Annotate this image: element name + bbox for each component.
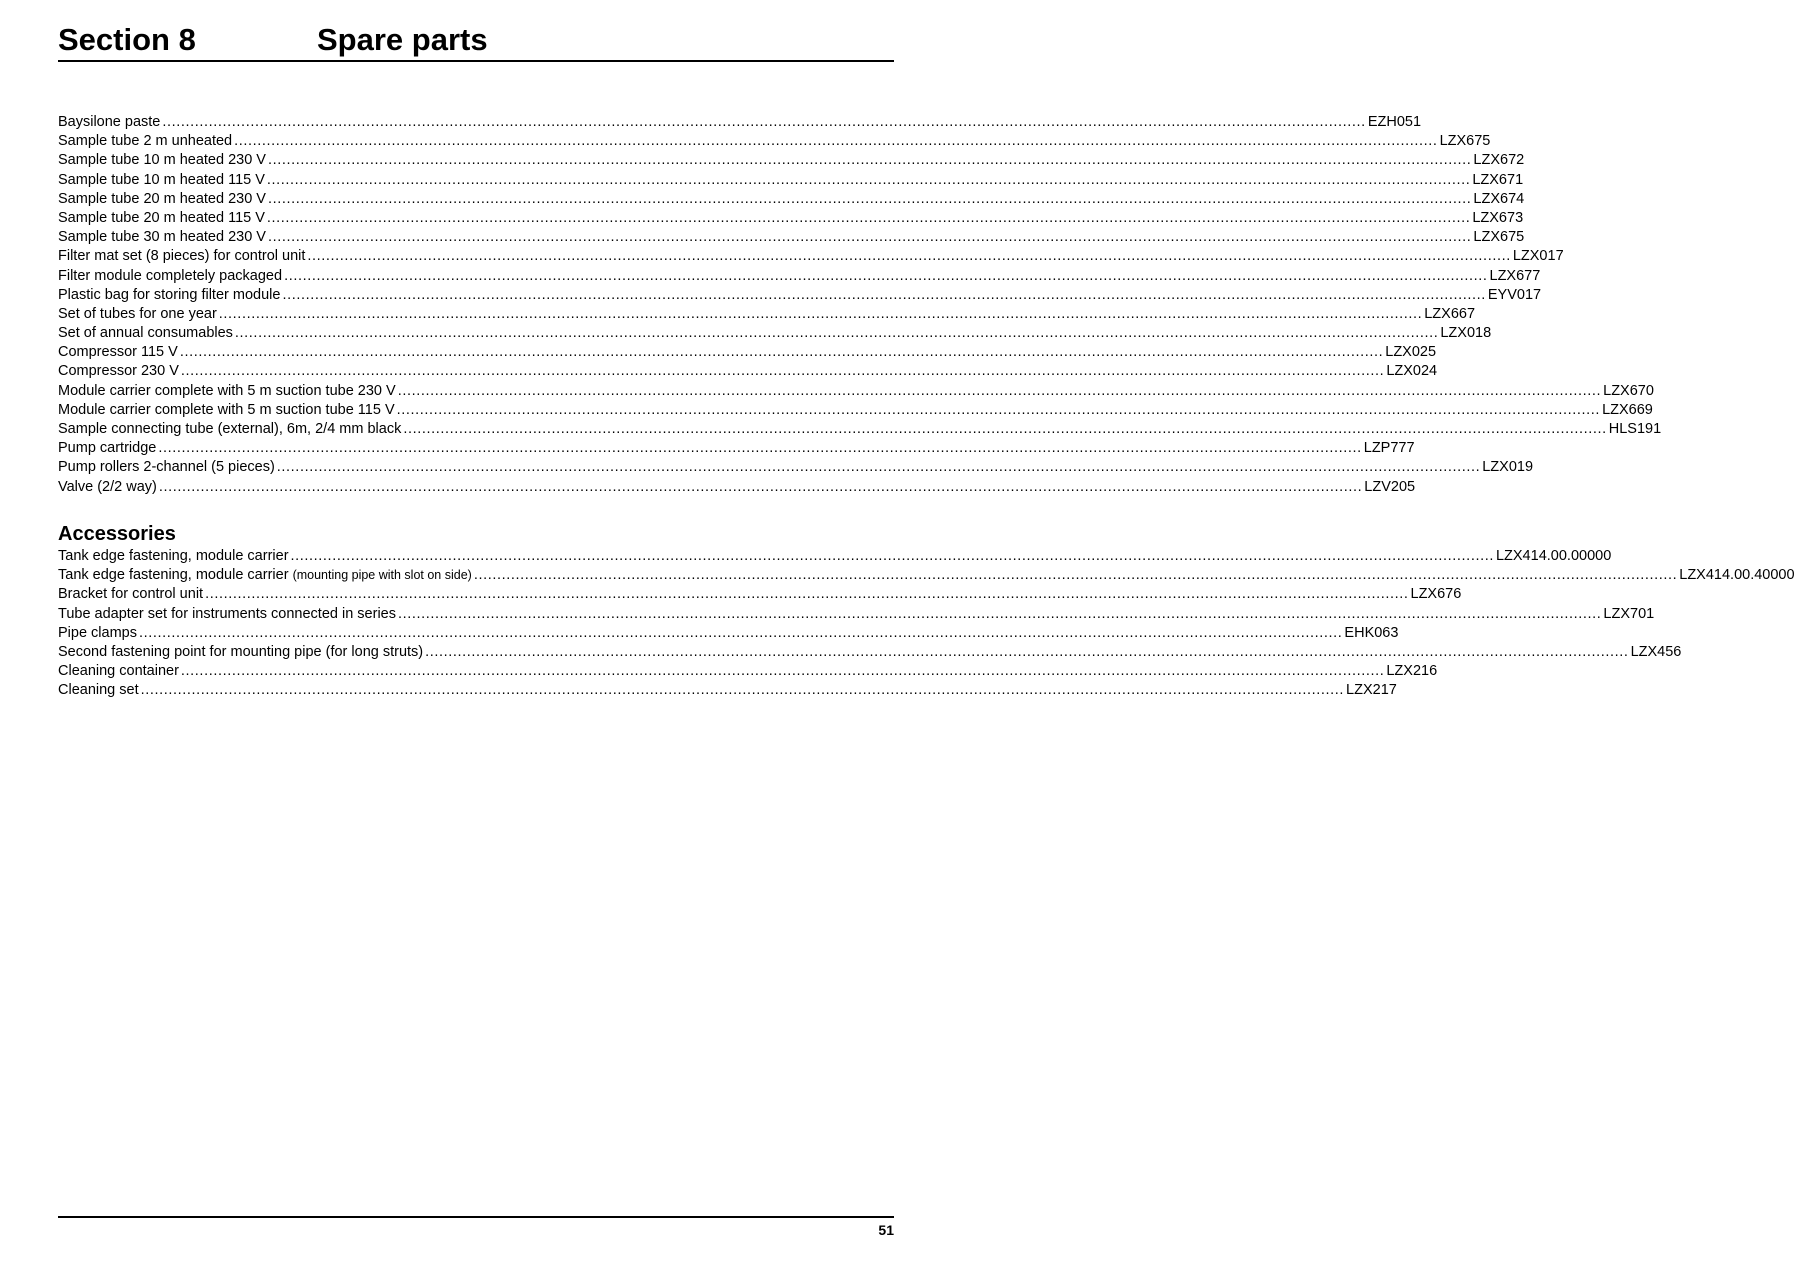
part-name: Sample tube 10 m heated 230 V: [58, 152, 266, 169]
accessory-code: LZX414.00.00000: [1495, 548, 1612, 564]
dot-leader: ....................................................................................................................................................................................................................................................................: [403, 421, 1607, 437]
list-item: [58, 247, 1564, 266]
part-name: Sample tube 30 m heated 230 V: [58, 229, 266, 246]
list-item: [58, 305, 1476, 324]
part-name: Sample tube 10 m heated 115 V: [58, 171, 265, 188]
part-name: Compressor 115 V: [58, 344, 178, 361]
list-item: [58, 228, 1525, 247]
accessory-code: LZX456: [1630, 643, 1682, 660]
dot-leader: ....................................................................................................................................................................................................................................................................: [397, 605, 1602, 622]
part-name: Pump rollers 2-channel (5 pieces): [58, 459, 275, 476]
part-code: LZX674: [1473, 190, 1525, 207]
accessories-heading: Accessories: [58, 523, 176, 545]
accessory-code: LZX676: [1410, 586, 1462, 603]
part-name: Filter module completely packaged: [58, 267, 283, 284]
dot-leader: ....................................................................................................................................................................................................................................................................: [284, 267, 1488, 284]
section-number: Section 8: [58, 22, 196, 57]
accessory-name: Tank edge fastening, module carrier: [58, 548, 289, 564]
dot-leader: ....................................................................................................................................................................................................................................................................: [282, 286, 1486, 303]
list-item: [58, 458, 1534, 477]
part-code: LZX670: [1603, 382, 1654, 399]
list-item: [58, 624, 1399, 643]
footer-divider: [58, 1216, 894, 1218]
part-name: Compressor 230 V: [58, 363, 179, 380]
dot-leader: ....................................................................................................................................................................................................................................................................: [266, 209, 1471, 226]
part-name: Module carrier complete with 5 m suction tube 115 V: [58, 401, 395, 418]
accessory-name: Bracket for control unit: [58, 586, 204, 603]
dot-leader: ....................................................................................................................................................................................................................................................................: [234, 325, 1439, 342]
part-code: LZX669: [1602, 401, 1653, 418]
list-item: [58, 362, 1438, 381]
list-item: [58, 643, 1682, 662]
part-name: Sample connecting tube (external), 6m, 2/4 mm black: [58, 421, 402, 437]
dot-leader: ....................................................................................................................................................................................................................................................................: [307, 248, 1511, 265]
part-name: Sample tube 20 m heated 230 V: [58, 190, 266, 207]
accessories-list: [58, 547, 1795, 701]
list-item: [58, 478, 1416, 497]
accessory-name: Tube adapter set for instruments connected in series: [58, 605, 396, 622]
dot-leader: ....................................................................................................................................................................................................................................................................: [158, 440, 1362, 457]
accessory-code: LZX414.00.40000: [1679, 567, 1795, 584]
part-name: Sample tube 2 m unheated: [58, 133, 233, 150]
part-code: LZX673: [1472, 209, 1524, 226]
part-name: Baysilone paste: [58, 114, 161, 130]
part-name: Valve (2/2 way): [58, 478, 157, 495]
dot-leader: ....................................................................................................................................................................................................................................................................: [267, 190, 1472, 207]
part-code: EZH051: [1367, 114, 1422, 130]
part-code: LZX675: [1439, 133, 1491, 150]
part-code: LZX672: [1473, 152, 1525, 169]
part-code: LZX675: [1473, 229, 1525, 246]
list-item: [58, 267, 1541, 286]
list-item: [58, 681, 1397, 700]
spare-parts-list: [58, 113, 1662, 497]
dot-leader: ....................................................................................................................................................................................................................................................................: [180, 363, 1385, 380]
dot-leader: ....................................................................................................................................................................................................................................................................: [179, 344, 1384, 361]
list-item: [58, 190, 1525, 209]
list-item: [58, 113, 1422, 132]
part-code: LZX667: [1424, 305, 1476, 322]
part-code: HLS191: [1608, 421, 1662, 437]
page-header: [58, 20, 894, 62]
dot-leader: ....................................................................................................................................................................................................................................................................: [397, 382, 1602, 399]
list-item: [58, 286, 1542, 305]
dot-leader: ....................................................................................................................................................................................................................................................................: [138, 624, 1343, 641]
part-name: Sample tube 20 m heated 115 V: [58, 209, 265, 226]
section-title: Spare parts: [317, 22, 488, 57]
part-code: EYV017: [1487, 286, 1542, 303]
list-item: [58, 605, 1655, 624]
part-code: LZX018: [1440, 325, 1492, 342]
part-name: Set of annual consumables: [58, 325, 233, 342]
list-item: [58, 420, 1662, 439]
part-code: LZX024: [1386, 363, 1438, 380]
part-code: LZV205: [1364, 478, 1416, 495]
dot-leader: ....................................................................................................................................................................................................................................................................: [290, 548, 1494, 564]
part-name: Pump cartridge: [58, 440, 157, 457]
accessory-name: Cleaning set: [58, 682, 139, 699]
list-item: [58, 209, 1524, 228]
list-item: [58, 382, 1654, 401]
part-code: LZX671: [1472, 171, 1524, 188]
part-name: Set of tubes for one year: [58, 305, 217, 322]
accessory-code: LZX217: [1346, 682, 1397, 699]
accessory-code: LZX701: [1603, 605, 1655, 622]
part-code: LZP777: [1363, 440, 1415, 457]
list-item: [58, 662, 1438, 681]
dot-leader: ....................................................................................................................................................................................................................................................................: [140, 682, 1345, 699]
accessory-code: LZX216: [1386, 663, 1438, 680]
dot-leader: ....................................................................................................................................................................................................................................................................: [158, 478, 1363, 495]
accessory-note: (mounting pipe with slot on side): [292, 568, 472, 583]
part-code: LZX025: [1385, 344, 1437, 361]
part-name: Filter mat set (8 pieces) for control unit: [58, 248, 306, 265]
part-name: Module carrier complete with 5 m suction tube 230 V: [58, 382, 396, 399]
dot-leader: ....................................................................................................................................................................................................................................................................: [180, 663, 1385, 680]
dot-leader: ....................................................................................................................................................................................................................................................................: [267, 152, 1472, 169]
dot-leader: ....................................................................................................................................................................................................................................................................: [266, 171, 1471, 188]
page-number: 51: [878, 1222, 894, 1238]
dot-leader: ....................................................................................................................................................................................................................................................................: [267, 229, 1472, 246]
list-item: [58, 324, 1492, 343]
accessory-name: Cleaning container: [58, 663, 179, 680]
list-item: [58, 585, 1462, 604]
accessory-name: Second fastening point for mounting pipe (for long struts): [58, 643, 424, 660]
part-code: LZX017: [1512, 248, 1564, 265]
dot-leader: ....................................................................................................................................................................................................................................................................: [234, 133, 1438, 150]
list-item: [58, 343, 1437, 362]
list-item: [58, 566, 1795, 585]
dot-leader: ....................................................................................................................................................................................................................................................................: [396, 401, 1601, 418]
list-item: [58, 547, 1612, 566]
list-item: [58, 439, 1415, 458]
list-item: [58, 401, 1653, 420]
list-item: [58, 171, 1524, 190]
accessory-name: Tank edge fastening, module carrier: [58, 567, 289, 584]
list-item: [58, 151, 1525, 170]
dot-leader: ....................................................................................................................................................................................................................................................................: [218, 305, 1423, 322]
part-code: LZX019: [1482, 459, 1534, 476]
dot-leader: ....................................................................................................................................................................................................................................................................: [205, 586, 1409, 603]
dot-leader: ....................................................................................................................................................................................................................................................................: [473, 567, 1678, 584]
accessory-code: EHK063: [1344, 624, 1399, 641]
dot-leader: ....................................................................................................................................................................................................................................................................: [162, 114, 1366, 130]
part-code: LZX677: [1489, 267, 1541, 284]
accessory-name: Pipe clamps: [58, 624, 137, 641]
list-item: [58, 132, 1491, 151]
part-name: Plastic bag for storing filter module: [58, 286, 281, 303]
dot-leader: ....................................................................................................................................................................................................................................................................: [276, 459, 1481, 476]
dot-leader: ....................................................................................................................................................................................................................................................................: [425, 643, 1629, 660]
